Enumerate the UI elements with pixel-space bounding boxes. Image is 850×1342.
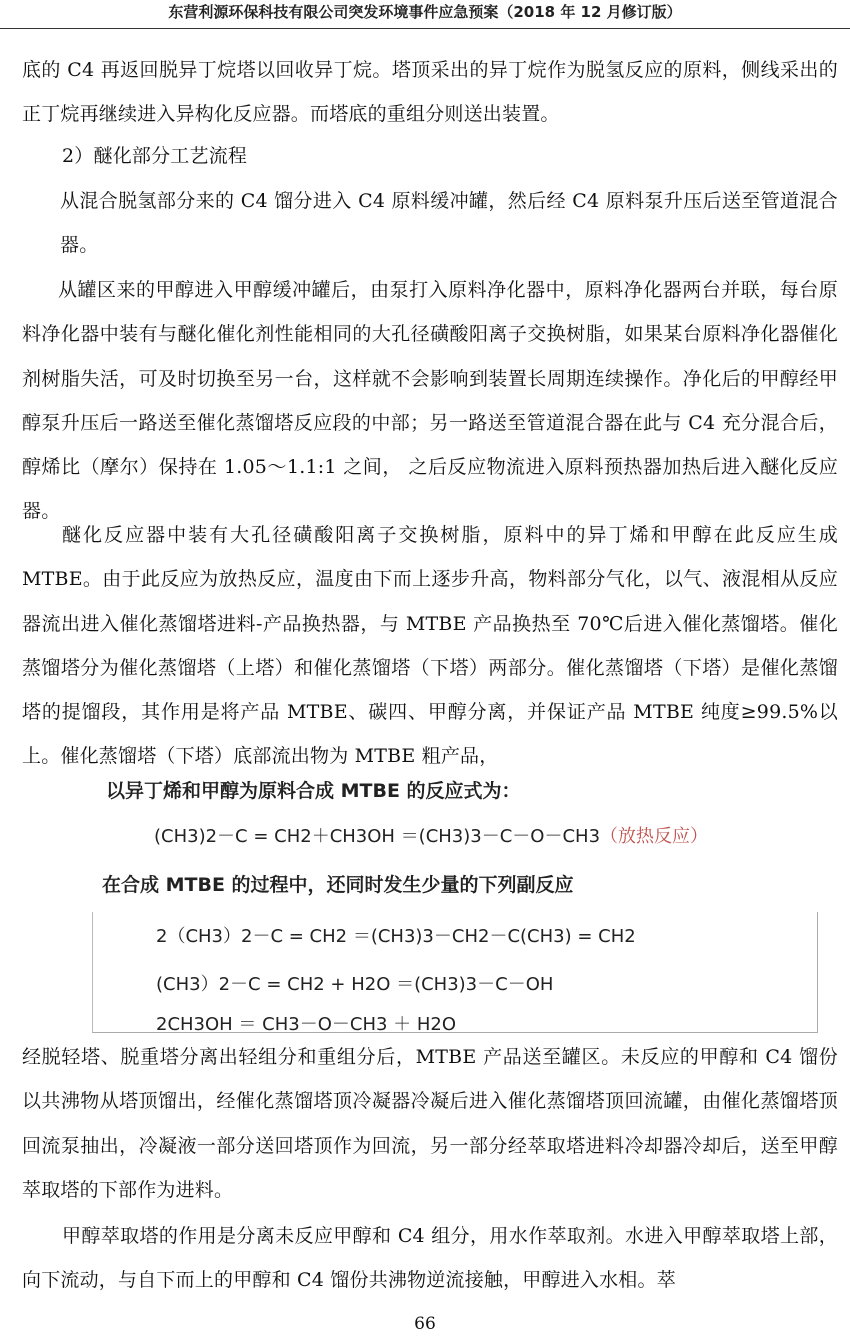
paragraph-4: 从罐区来的甲醇进入甲醇缓冲罐后，由泵打入原料净化器中，原料净化器两台并联，每台原料净化器中装有与醚化催化剂性能相同的大孔径磺酸阳离子交换树脂，如果某台原料净化器催化剂树脂失活，可及时切换至另一台，这样就不会影响到装置长周期连续操作。净化后的甲醇经甲醇泵升压后一路送至催化蒸馏塔反应段的中部；另一路送至管道混合器在此与 C4 充分混合后，醇烯比（摩尔）保持在 1.05～1.1:1 之间， 之后反应物流进入原料预热器加热后进入醚化反应器。 — [22, 279, 838, 523]
side-reaction-3: 2CH3OH ＝ CH3－O－CH3 ＋ H2O — [156, 1014, 457, 1035]
main-reaction — [154, 822, 708, 848]
paragraph-1: 底的 C4 再返回脱异丁烷塔以回收异丁烷。塔顶采出的异丁烷作为脱氢反应的原料，侧线采出的正丁烷再继续进入异构化反应器。而塔底的重组分则送出装置。 — [22, 59, 838, 126]
reaction-equations-figure — [92, 770, 818, 1035]
page-header — [0, 0, 850, 29]
section-heading: 2）醚化部分工艺流程 — [62, 145, 248, 167]
paragraph-5: 醚化反应器中装有大孔径磺酸阳离子交换树脂，原料中的异丁烯和甲醇在此反应生成 MTBE。由于此反应为放热反应，温度由下而上逐步升高，物料部分气化，以气、液混相从反应器流出进入催化蒸馏塔进料-产品换热器，与 MTBE 产品换热至 70℃后进入催化蒸馏塔。催化蒸馏塔分为催化蒸馏塔（上塔）和催化蒸馏塔（下塔）两部分。催化蒸馏塔（下塔）是催化蒸馏塔的提馏段，其作用是将产品 MTBE、碳四、甲醇分离，并保证产品 MTBE 纯度≥99.5%以上。催化蒸馏塔（下塔）底部流出物为 MTBE 粗产品， — [22, 524, 838, 768]
side-reaction-title: 在合成 MTBE 的过程中，还同时发生少量的下列副反应 — [102, 874, 574, 896]
paragraph-6: 经脱轻塔、脱重塔分离出轻组分和重组分后，MTBE 产品送至罐区。未反应的甲醇和 C4 馏份以共沸物从塔顶馏出，经催化蒸馏塔顶冷凝器冷凝后进入催化蒸馏塔顶回流罐，由催化蒸馏塔顶回流泵抽出，冷凝液一部分送回塔顶作为回流，另一部分经萃取塔进料冷却器冷却后，送至甲醇萃取塔的下部作为进料。 — [22, 1046, 838, 1201]
main-reaction-formula: (CH3)2－C = CH2＋CH3OH ＝(CH3)3－C－O－CH3 — [154, 826, 601, 847]
side-reaction-1: 2（CH3）2－C = CH2 ＝(CH3)3－CH2－C(CH3) = CH2 — [156, 926, 636, 947]
header-title: 东营利源环保科技有限公司突发环境事件应急预案（2018 年 12 月修订版） — [168, 3, 682, 21]
paragraph-7: 甲醇萃取塔的作用是分离未反应甲醇和 C4 组分，用水作萃取剂。水进入甲醇萃取塔上部，向下流动，与自下而上的甲醇和 C4 馏份共沸物逆流接触，甲醇进入水相。萃 — [22, 1225, 838, 1292]
exothermic-note: （放热反应） — [600, 826, 709, 847]
paragraph-3 — [22, 179, 838, 268]
paragraph-3-text: 从混合脱氢部分来的 C4 馏分进入 C4 原料缓冲罐，然后经 C4 原料泵升压后送至管道混合器。 — [60, 190, 838, 257]
page-number: 66 — [414, 1314, 436, 1334]
side-reaction-2: (CH3）2－C = CH2 + H2O ＝(CH3)3－C－OH — [156, 974, 554, 995]
equation-title: 以异丁烯和甲醇为原料合成 MTBE 的反应式为： — [106, 780, 521, 802]
